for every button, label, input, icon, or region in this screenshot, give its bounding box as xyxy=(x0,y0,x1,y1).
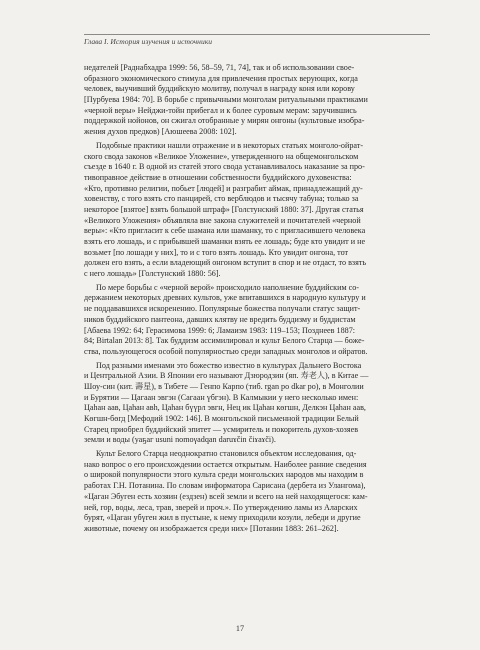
text-line: животные, почему он изображается среди них» [Потанин 1883: 261–262]. xyxy=(84,523,339,533)
text-line: человек, выучивший буддийскую молитву, получал в награду коня или корову xyxy=(84,84,355,94)
paragraph xyxy=(84,361,430,447)
text-line: Под разными именами это божество известно в культурах Дальнего Востока xyxy=(96,360,362,370)
text-line: взять его лошадь, и с прибывшей шаманки взять ее лошадь; буде кто увидит и не xyxy=(84,237,366,246)
text-line: «черной веры» Нейджи-тойн прибегал и к более суровым мерам: заручившись xyxy=(84,105,357,115)
text-line: и Бурятии — Цагаан эвгэн (Сагаан үбгэн). В Калмыкии у него несколько имен: xyxy=(84,392,359,402)
text-line: работах Г.Н. Потанина. По словам информатора Сарисана (дербета из Улангома), xyxy=(84,481,366,491)
text-line: тивоправное действие в отношении собственности буддийского духовенства: xyxy=(84,172,352,182)
text-line: [Пурбуева 1984: 70]. В борьбе с привычными монголам ритуальными практиками xyxy=(84,95,368,105)
text-line: Старец приобрел буддийский эпитет — усмиритель и покоритель духов-хозяев xyxy=(84,424,359,434)
text-line: держанием некоторых древних культов, уже впитавшихся в народную культуру и xyxy=(84,293,366,303)
text-line: возьмет [по лошади у них], то и с того взять лошадь. Кто увидит онгона, тот xyxy=(84,247,349,257)
header-rule xyxy=(84,34,430,35)
text-line: Культ Белого Старца неоднократно становился объектом исследования, од- xyxy=(96,449,357,459)
text-line: ников буддийского пантеона, давших клятву не вредить буддизму и буддистам xyxy=(84,314,356,324)
text-line: Көгшн-бөгд [Мефодий 1902: 146]. В монгольской письменной традиции Белый xyxy=(84,414,359,423)
text-line: о широкой популярности этого культа среди монгольских народов мы находим в xyxy=(84,470,364,480)
text-line: [Абаева 1992: 64; Герасимова 1999: 6; Ламаизм 1983: 119–153; Позднеев 1887: xyxy=(84,325,356,335)
text-line: некоторое [взятое] взять большой штраф» [Голстунский 1880: 37]. Другая статья xyxy=(84,204,364,214)
text-line: земли и воды (уаҕаг usunі nomoγadqan daruɤčin čiɤaɤči). xyxy=(84,435,276,445)
text-line: ней, гор, воды, леса, трав, зверей и проч.». По утверждению ламы из Аларских xyxy=(84,502,358,512)
paragraph xyxy=(84,141,430,280)
running-head: Глава I. История изучения и источники xyxy=(84,37,213,46)
text-line: 84; Birtalan 2013: 8]. Так буддизм ассимилировал и культ Белого Старца — боже- xyxy=(84,336,365,346)
text-line: Шоу-син (кит. 壽星), в Тибете — Генпо Карпо (тиб. rgan po dkar po), в Монголии xyxy=(84,381,364,391)
text-line: съезде в 1640 г. В одной из статей этого свода устанавливалось наказание за про- xyxy=(84,162,365,172)
text-line: нако вопрос о его происхождении остается открытым. Наиболее ранние сведения xyxy=(84,459,367,469)
text-line: «Цаган Эбуген есть хозяин (ездзен) всей земли и всего на ней находящегося: кам- xyxy=(84,491,368,501)
text-line: ховенству, с того взять сто панцирей, сто верблюдов и тысячу табуна; только за xyxy=(84,194,359,204)
text-line: «Кто, противно религии, побьет [людей] и разграбит аймак, принадлежащий ду- xyxy=(84,183,363,193)
text-line: Цаhан аав, Цаhан авh, Цаhан бүүрл эвгн, Нец ик Цаhан көгшн, Делкэн Цаhан аав, xyxy=(84,403,366,413)
text-line: образного экономического стимула для привлечения простых верующих, когда xyxy=(84,73,358,83)
text-line: недателей [Раднабхадра 1999: 56, 58–59, 71, 74], так и об использовании свое- xyxy=(84,63,355,72)
text-line: бурят, «Цаган убүген жил в пустыне, к нему приходили козули, лебеди и другие xyxy=(84,513,361,523)
text-line: Подобные практики нашли отражение и в некоторых статьях монголо-ойрат- xyxy=(96,140,364,150)
text-line: По мере борьбы с «черной верой» происходило наполнение буддийским со- xyxy=(96,282,360,292)
text-line: веры»: «Кто пригласит к себе шамана или шаманку, то с пригласившего человека xyxy=(84,226,366,236)
text-line: ства, пользующегося особой популярностью среди западных монголов и ойратов. xyxy=(84,346,368,356)
paragraph xyxy=(84,283,430,358)
text-line: «Великого Уложения» объявляла вне закона служителей и почитателей «черной xyxy=(84,215,361,225)
text-line: и Центральной Азии. В Японии его называют Дзюродзин (яп. 寿老人), в Китае — xyxy=(84,371,369,381)
page-number: 17 xyxy=(235,624,245,633)
text-line: с него лошадь» [Голстунский 1880: 56]. xyxy=(84,269,221,279)
paragraph xyxy=(84,449,430,535)
text-line: ского свода законов «Великое Уложение», утвержденного на общемонгольском xyxy=(84,151,359,161)
paragraph xyxy=(84,63,430,138)
text-line: жения духов предков) [Аюшеева 2008: 102]. xyxy=(84,127,237,137)
text-line: не поддававшихся искоренению. Популярные божества получали статус защит- xyxy=(84,304,361,314)
text-line: поддержкой нойонов, он сжигал отобранные у мирян онгоны (культовые изобра- xyxy=(84,116,365,126)
body-text xyxy=(84,63,430,538)
text-line: должен его взять, а если владеющий онгоном вступит в спор и не отдаст, то взять xyxy=(84,258,367,268)
